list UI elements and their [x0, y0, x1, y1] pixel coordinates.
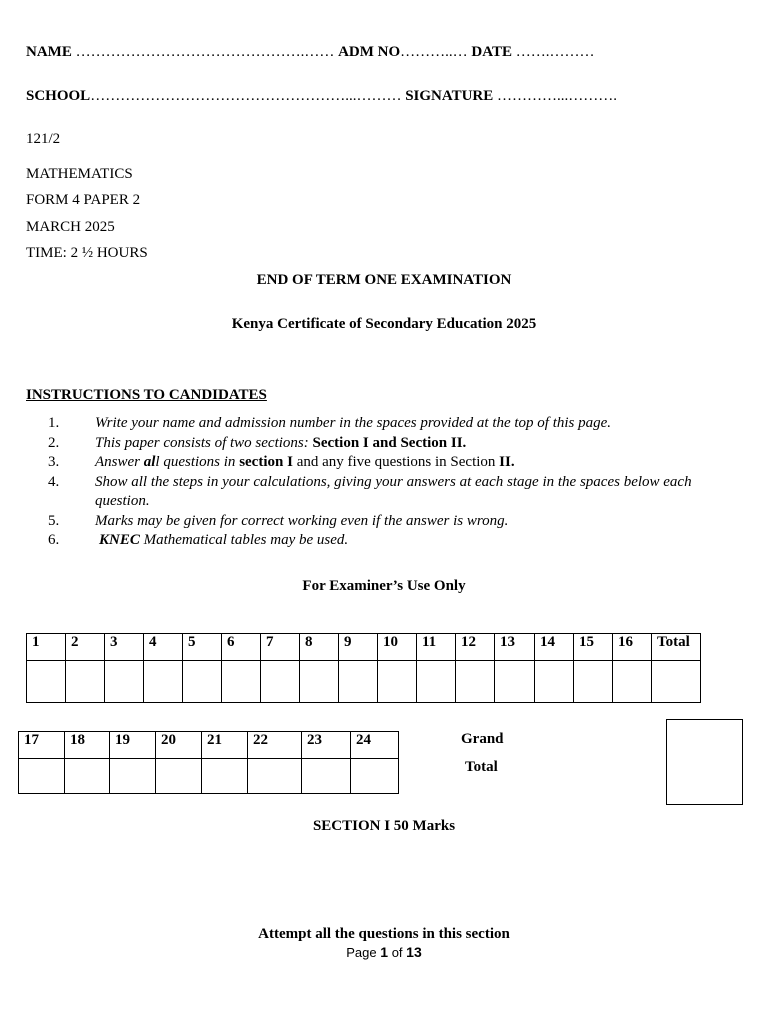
instruction-item: 5. Marks may be given for correct working even if the answer is wrong.: [48, 512, 509, 529]
question-1-score[interactable]: [27, 661, 66, 703]
attempt-instruction: Attempt all the questions in this section: [258, 926, 510, 942]
question-7-score[interactable]: [261, 661, 300, 703]
total-header: Total: [652, 634, 701, 661]
question-20-header: 20: [156, 732, 202, 759]
question-7-header: 7: [261, 634, 300, 661]
section-heading: SECTION I 50 Marks: [312, 818, 456, 834]
school-line: [26, 88, 617, 105]
name-label: NAME: [26, 44, 72, 60]
question-16-header: 16: [613, 634, 652, 661]
question-23-header: 23: [302, 732, 351, 759]
adm-no-blank[interactable]: ………..…: [400, 44, 472, 60]
marks-table-header-row: [27, 634, 701, 661]
grand-total-label-line2: Total: [465, 759, 498, 775]
instruction-item: 1. Write your name and admission number in the spaces provided at the top of this page.: [48, 415, 612, 431]
instruction-item: 6. KNEC Mathematical tables may be used.: [48, 532, 349, 548]
question-14-header: 14: [535, 634, 574, 661]
question-19-score[interactable]: [110, 759, 156, 794]
exam-date: MARCH 2025: [26, 219, 115, 235]
question-12-score[interactable]: [456, 661, 495, 703]
question-24-header: 24: [351, 732, 399, 759]
signature-blank[interactable]: …………...……….: [493, 88, 618, 104]
instruction-item: 2. This paper consists of two sections: Section I and Section II.: [48, 434, 467, 451]
date-blank[interactable]: …….………: [511, 44, 595, 60]
grand-total-label-line1: Grand: [461, 731, 504, 747]
grand-total-box[interactable]: [666, 719, 743, 805]
exam-time: TIME: 2 ½ HOURS: [26, 245, 148, 261]
question-17-header: 17: [19, 732, 65, 759]
question-22-score[interactable]: [248, 759, 302, 794]
question-2-header: 2: [66, 634, 105, 661]
page-footer: [0, 944, 768, 960]
question-12-header: 12: [456, 634, 495, 661]
subject: MATHEMATICS: [26, 166, 133, 182]
instruction-item: 4. Show all the steps in your calculations, giving your answers at each stage in the spaces below each question.: [48, 473, 692, 509]
instruction-item: 3. Answer all questions in section I and any five questions in Section II.: [48, 454, 515, 470]
paper-title: FORM 4 PAPER 2: [26, 192, 141, 208]
question-16-score[interactable]: [613, 661, 652, 703]
paper-code: 121/2: [26, 131, 61, 147]
question-21-header: 21: [202, 732, 248, 759]
question-9-header: 9: [339, 634, 378, 661]
question-9-score[interactable]: [339, 661, 378, 703]
question-15-header: 15: [574, 634, 613, 661]
marks-table-entry-row: [27, 661, 701, 703]
name-blank[interactable]: ……………………………………….……: [71, 44, 339, 60]
question-1-header: 1: [27, 634, 66, 661]
question-23-score[interactable]: [302, 759, 351, 794]
instructions-heading: INSTRUCTIONS TO CANDIDATES: [26, 387, 267, 403]
marks-table-entry-row: [19, 759, 399, 794]
question-10-score[interactable]: [378, 661, 417, 703]
signature-label: SIGNATURE: [405, 88, 494, 104]
question-15-score[interactable]: [574, 661, 613, 703]
question-6-header: 6: [222, 634, 261, 661]
examiner-heading: For Examiner’s Use Only: [302, 578, 466, 594]
question-3-score[interactable]: [105, 661, 144, 703]
total-pages: 13: [406, 944, 422, 960]
name-line: [26, 44, 594, 61]
question-8-header: 8: [300, 634, 339, 661]
marks-table-questions-17-24: [18, 731, 399, 794]
marks-table-header-row: [19, 732, 399, 759]
question-4-header: 4: [144, 634, 183, 661]
question-17-score[interactable]: [19, 759, 65, 794]
question-5-score[interactable]: [183, 661, 222, 703]
of-word: of: [391, 945, 403, 960]
question-13-score[interactable]: [495, 661, 535, 703]
question-11-score[interactable]: [417, 661, 456, 703]
question-22-header: 22: [248, 732, 302, 759]
question-11-header: 11: [417, 634, 456, 661]
adm-no-label: ADM NO: [338, 44, 401, 60]
marks-table-questions-1-16: [26, 633, 701, 703]
exam-title: END OF TERM ONE EXAMINATION: [256, 272, 512, 288]
question-13-header: 13: [495, 634, 535, 661]
page-number: 1: [380, 944, 389, 960]
question-19-header: 19: [110, 732, 156, 759]
question-18-score[interactable]: [65, 759, 110, 794]
question-24-score[interactable]: [351, 759, 399, 794]
question-20-score[interactable]: [156, 759, 202, 794]
page-word: Page: [346, 945, 377, 960]
question-3-header: 3: [105, 634, 144, 661]
question-8-score[interactable]: [300, 661, 339, 703]
school-label: SCHOOL: [26, 88, 91, 104]
question-2-score[interactable]: [66, 661, 105, 703]
question-4-score[interactable]: [144, 661, 183, 703]
section-total-score[interactable]: [652, 661, 701, 703]
question-5-header: 5: [183, 634, 222, 661]
question-10-header: 10: [378, 634, 417, 661]
question-6-score[interactable]: [222, 661, 261, 703]
school-blank[interactable]: ……………………………………………...………: [90, 88, 406, 104]
instructions-list: [26, 414, 726, 551]
question-18-header: 18: [65, 732, 110, 759]
exam-subtitle: Kenya Certificate of Secondary Education 2025: [231, 316, 537, 332]
question-21-score[interactable]: [202, 759, 248, 794]
date-label: DATE: [471, 44, 512, 60]
question-14-score[interactable]: [535, 661, 574, 703]
